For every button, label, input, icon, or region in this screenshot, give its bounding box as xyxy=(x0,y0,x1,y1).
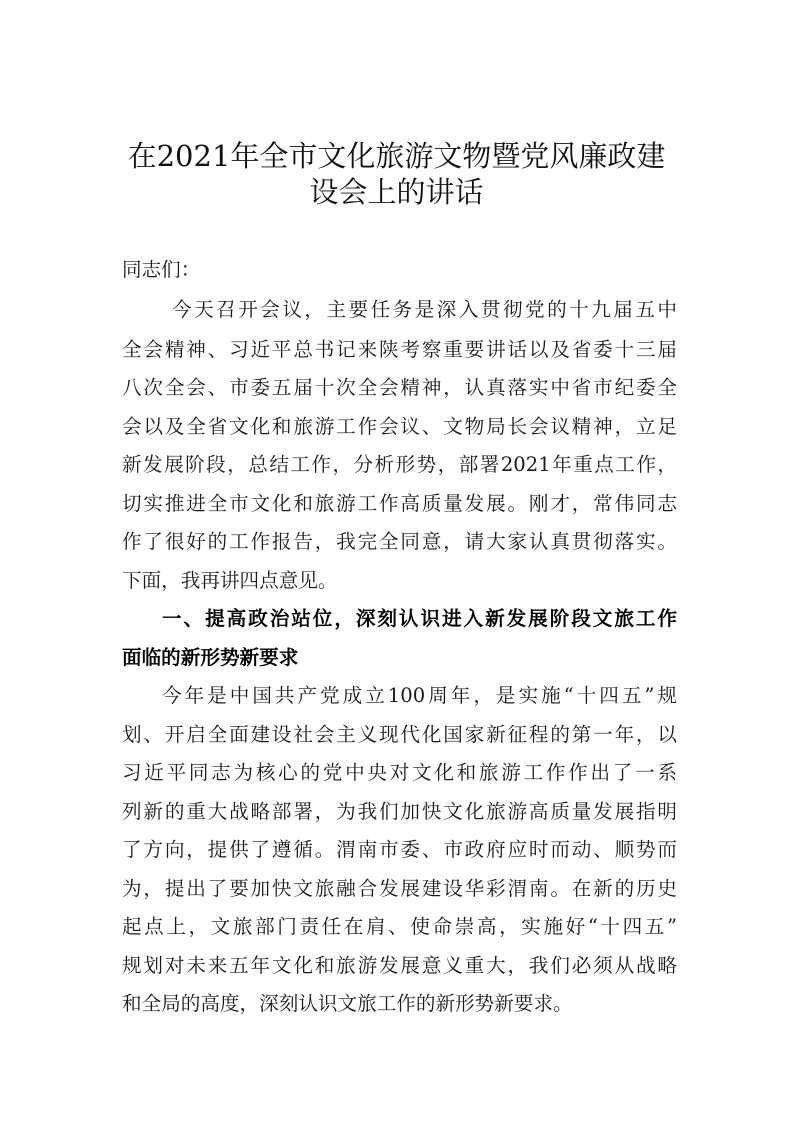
paragraph-1-line: 今天召开会议，主要任务是深入贯彻党的十九届五中 xyxy=(172,298,677,321)
paragraph-2-line: 为，提出了要加快文旅融合发展建设华彩渭南。在新的历史 xyxy=(122,877,677,900)
section-heading-1-line: 一、提高政治站位，深刻认识进入新发展阶段文旅工作 xyxy=(162,607,677,630)
paragraph-2-line: 今年是中国共产党成立100周年，是实施“十四五”规 xyxy=(162,684,677,707)
paragraph-1-line: 全会精神、习近平总书记来陕考察重要讲话以及省委十三届 xyxy=(122,338,677,361)
document-title-line-1: 在2021年全市文化旅游文物暨党风廉政建 xyxy=(127,139,666,173)
paragraph-1-line: 作了很好的工作报告，我完全同意，请大家认真贯彻落实。 xyxy=(122,530,677,553)
document-title-line-2: 设会上的讲话 xyxy=(309,175,484,209)
paragraph-1-line: 切实推进全市文化和旅游工作高质量发展。刚才，常伟同志 xyxy=(122,492,677,515)
paragraph-2-line: 了方向，提供了遵循。渭南市委、市政府应时而动、顺势而 xyxy=(122,838,677,861)
paragraph-2-line: 和全局的高度，深刻认识文旅工作的新形势新要求。 xyxy=(122,992,573,1015)
paragraph-1-line: 新发展阶段，总结工作，分析形势，部署2021年重点工作， xyxy=(122,453,677,476)
paragraph-2-line: 划、开启全面建设社会主义现代化国家新征程的第一年，以 xyxy=(122,723,677,746)
salutation: 同志们： xyxy=(122,258,201,281)
paragraph-2-line: 起点上，文旅部门责任在肩、使命崇高，实施好“十四五” xyxy=(122,915,677,938)
paragraph-2-line: 规划对未来五年文化和旅游发展意义重大，我们必须从战略 xyxy=(122,954,677,977)
paragraph-1-line: 下面，我再讲四点意见。 xyxy=(122,569,338,592)
section-heading-1-line: 面临的新形势新要求 xyxy=(122,646,299,669)
paragraph-1-line: 会以及全省文化和旅游工作会议、文物局长会议精神，立足 xyxy=(122,415,677,438)
paragraph-1-line: 八次全会、市委五届十次全会精神，认真落实中省市纪委全 xyxy=(122,376,677,399)
paragraph-2-line: 习近平同志为核心的党中央对文化和旅游工作作出了一系 xyxy=(122,761,677,784)
paragraph-2-line: 列新的重大战略部署，为我们加快文化旅游高质量发展指明 xyxy=(122,800,677,823)
